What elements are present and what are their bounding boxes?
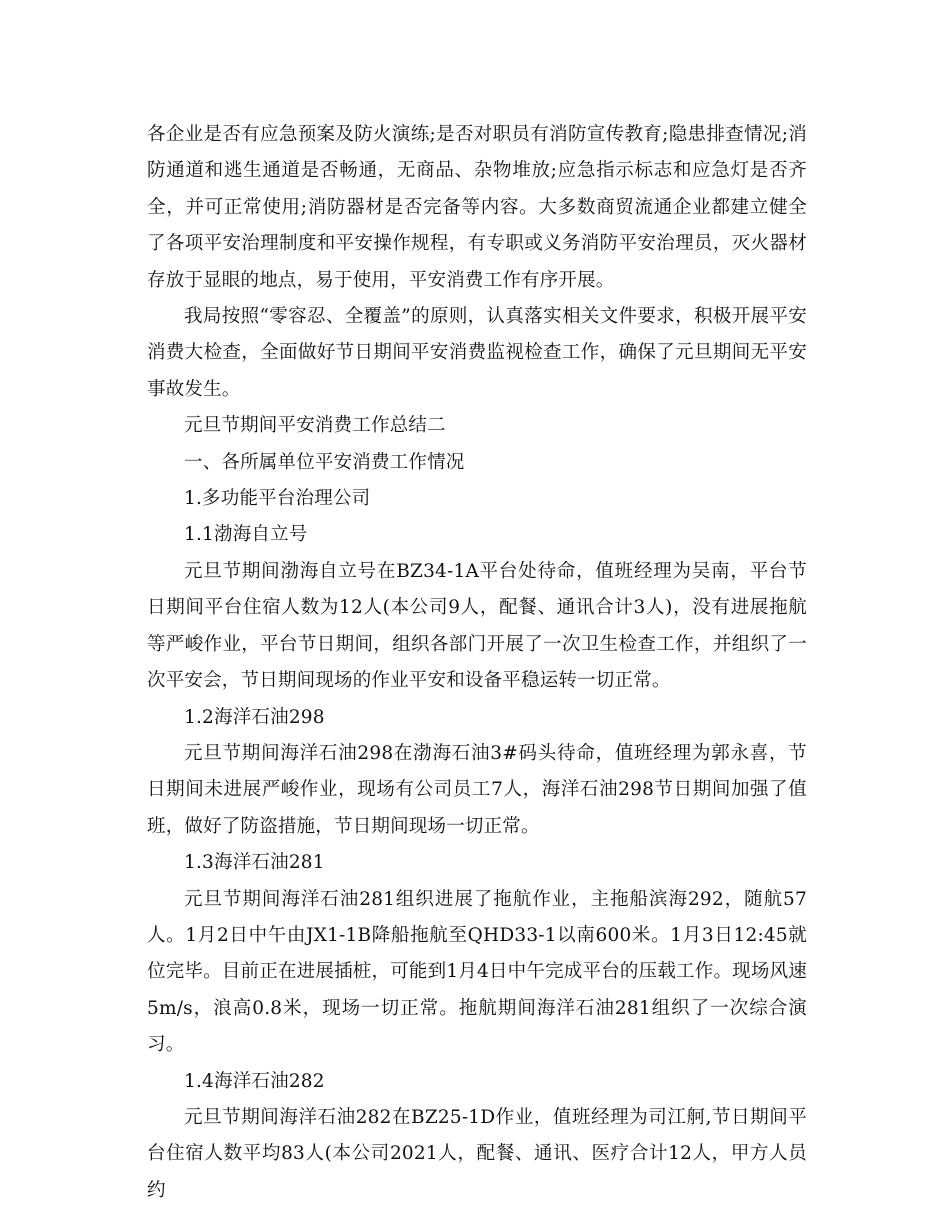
subsection-heading-1: 1.多功能平台治理公司 — [184, 488, 371, 510]
document-body — [147, 117, 807, 1209]
paragraph-item-1-3: 元旦节期间海洋石油281组织进展了拖航作业，主拖船滨海292，随航57人。1月2日中午由JX1-1B降船拖航至QHD33-1以南600米。1月3日12:45就位完毕。目前正在进展插桩，可能到1月4日中午完成平台的压载工作。现场风速5m/s，浪高0.8米，现场一切正常。拖航期间海洋石油281组织了一次综合演习。 — [147, 888, 807, 1056]
paragraph-item-1-2: 元旦节期间海洋石油298在渤海石油3#码头待命，值班经理为郭永喜，节日期间未进展严峻作业，现场有公司员工7人，海洋石油298节日期间加强了值班，做好了防盗措施，节日期间现场一切正常。 — [147, 742, 807, 837]
paragraph-1: 各企业是否有应急预案及防火演练;是否对职员有消防宣传教育;隐患排查情况;消防通道和逃生通道是否畅通，无商品、杂物堆放;应急指示标志和应急灯是否齐全，并可正常使用;消防器材是否完备等内容。大多数商贸流通企业都建立健全了各项平安治理制度和平安操作规程，有专职或义务消防平安治理员，灭火器材存放于显眼的地点，易于使用，平安消费工作有序开展。 — [147, 124, 807, 291]
item-heading-1-4: 1.4海洋石油282 — [184, 1070, 325, 1092]
paragraph-item-1-1: 元旦节期间渤海自立号在BZ34-1A平台处待命，值班经理为吴南，平台节日期间平台住宿人数为12人(本公司9人，配餐、通讯合计3人)，没有进展拖航等严峻作业，平台节日期间，组织各部门开展了一次卫生检查工作，并组织了一次平安会，节日期间现场的作业平安和设备平稳运转一切正常。 — [147, 560, 807, 692]
item-heading-1-1: 1.1渤海自立号 — [184, 524, 308, 546]
item-heading-1-3: 1.3海洋石油281 — [184, 852, 325, 874]
section-title: 元旦节期间平安消费工作总结二 — [184, 415, 446, 437]
paragraph-item-1-4: 元旦节期间海洋石油282在BZ25-1D作业，值班经理为司江舸,节日期间平台住宿人数平均83人(本公司2021人，配餐、通讯、医疗合计12人，甲方人员约 — [147, 1106, 807, 1201]
item-heading-1-2: 1.2海洋石油298 — [184, 706, 325, 728]
section-heading-1: 一、各所属单位平安消费工作情况 — [184, 451, 465, 473]
paragraph-2: 我局按照“零容忍、全覆盖”的原则，认真落实相关文件要求，积极开展平安消费大检查，全面做好节日期间平安消费监视检查工作，确保了元旦期间无平安事故发生。 — [147, 306, 807, 400]
